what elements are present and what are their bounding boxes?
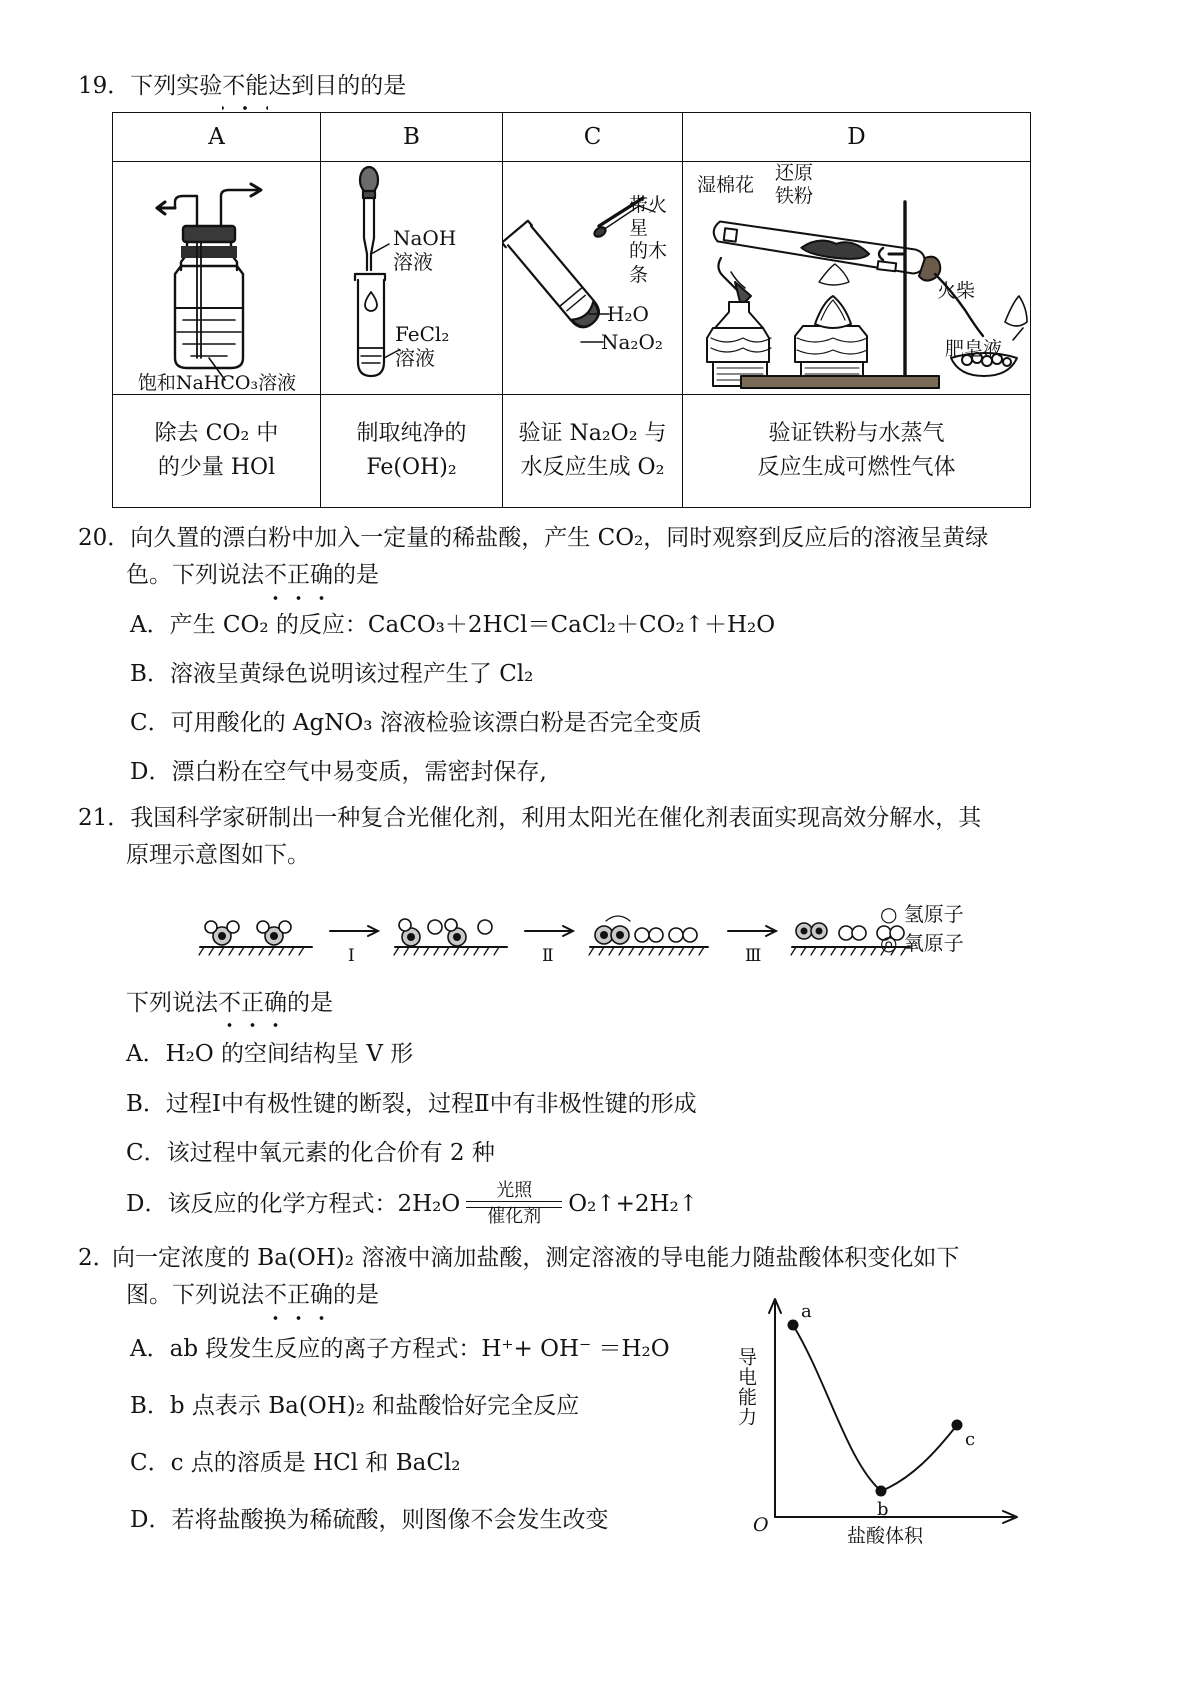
q20-option-c: C．可用酸化的 AgNO₃ 溶液检验该漂白粉是否完全变质 <box>130 710 702 736</box>
q20-stem-line2 <box>126 557 1098 594</box>
q22-stem-line1 <box>78 1240 1108 1277</box>
label-fecl2: FeCl₂ <box>395 322 450 346</box>
q21-option-d-suffix: O₂↑+2H₂↑ <box>568 1190 699 1217</box>
label-naoh-solution <box>393 226 456 275</box>
column-header-a: A <box>113 113 321 162</box>
q22-line2-before: 图。下列说法 <box>126 1282 264 1309</box>
q21-substem-emphasis: 不正确 <box>218 985 287 1022</box>
legend-oxygen-label: 氧原子 <box>903 931 964 955</box>
figure-cell-b <box>321 162 503 395</box>
q20-option-a: A．产生 CO₂ 的反应：CaCO₃＋2HCl＝CaCl₂＋CO₂↑＋H₂O <box>130 611 776 638</box>
q21-option-d <box>126 1182 1126 1227</box>
q19-stem-after: 达到目的的是 <box>268 73 407 99</box>
q20-stem-line1 <box>78 520 1098 557</box>
q20-line2-before: 色。下列说法 <box>126 562 264 589</box>
column-header-d: D <box>683 113 1031 162</box>
svg-text:Ⅱ: Ⅱ <box>542 946 554 966</box>
conductivity-graph <box>735 1285 1035 1545</box>
condition-below: 催化剂 <box>487 1205 542 1227</box>
legend-hydrogen-label: 氢原子 <box>903 902 964 926</box>
q19-stem-emphasis: 不能 <box>222 68 268 105</box>
label-h2o: H₂O <box>607 302 649 326</box>
point-label-a: a <box>801 1301 812 1322</box>
q22-line2-after: 的是 <box>333 1282 379 1309</box>
q21-stem-line1 <box>78 800 1108 837</box>
q22-line2-emphasis: 不正确 <box>264 1277 333 1314</box>
q22-option-c: C．c 点的溶质是 HCl 和 BaCl₂ <box>130 1450 461 1476</box>
x-axis-label: 盐酸体积 <box>847 1525 924 1547</box>
q21-option-b: B．过程Ⅰ中有极性键的断裂，过程Ⅱ中有非极性键的形成 <box>126 1090 697 1117</box>
table-figure-row <box>113 162 1031 395</box>
caption-d-line1: 验证铁粉与水蒸气 <box>768 420 945 446</box>
question-21 <box>78 800 1108 875</box>
q21-substem-before: 下列说法 <box>126 990 218 1016</box>
q22-stem-text: 向一定浓度的 Ba(OH)₂ 溶液中滴加盐酸，测定溶液的导电能力随盐酸体积变化如下 <box>112 1245 960 1271</box>
mechanism-legend <box>880 900 964 958</box>
q22-option-a: A．ab 段发生反应的离子方程式：H⁺+ OH⁻ ＝H₂O <box>130 1335 670 1362</box>
question-20-number: 20． <box>78 525 131 551</box>
question-22-number: 2． <box>78 1245 116 1271</box>
legend-hydrogen-symbol: ○ <box>880 902 898 926</box>
label-soap-solution: 肥皂液 <box>945 338 1003 360</box>
q22-option-b: B．b 点表示 Ba(OH)₂ 和盐酸恰好完全反应 <box>130 1392 580 1419</box>
q21-options <box>126 985 1126 1227</box>
point-label-b: b <box>877 1499 889 1520</box>
caption-a-line1: 除去 CO₂ 中 <box>154 420 279 446</box>
q20-stem-text: 向久置的漂白粉中加入一定量的稀盐酸，产生 CO₂，同时观察到反应后的溶液呈黄绿 <box>130 525 989 551</box>
label-fecl2-solution <box>395 322 449 371</box>
label-wet-cotton: 湿棉花 <box>697 174 755 196</box>
q22-option-d: D．若将盐酸换为稀硫酸，则图像不会发生改变 <box>130 1507 609 1534</box>
figure-cell-d <box>683 162 1031 395</box>
caption-cell-b <box>321 395 503 508</box>
legend-item-oxygen <box>880 929 964 958</box>
point-label-c: c <box>965 1429 976 1450</box>
q21-option-a: A．H₂O 的空间结构呈 V 形 <box>126 1041 414 1068</box>
caption-c-line2: 水反应生成 O₂ <box>520 455 665 480</box>
label-iron-2: 铁粉 <box>775 184 814 207</box>
figure-cell-c <box>503 162 683 395</box>
table-caption-row <box>113 395 1031 508</box>
table-header-row <box>113 113 1031 162</box>
label-naoh-rongye: 溶液 <box>393 250 433 275</box>
question-21-number: 21． <box>78 805 131 831</box>
q19-stem-before: 下列实验 <box>130 73 223 99</box>
svg-text:Ⅲ: Ⅲ <box>745 946 762 966</box>
legend-oxygen-symbol: ◎ <box>880 931 898 955</box>
experiment-table <box>112 112 1031 508</box>
label-splint-2: 的木条 <box>629 240 668 286</box>
q21-substem-after: 的是 <box>287 990 333 1016</box>
column-header-c: C <box>503 113 683 162</box>
caption-c-line1: 验证 Na₂O₂ 与 <box>518 420 667 446</box>
y-axis-label: 导电能力 <box>735 1347 757 1427</box>
question-19-number: 19． <box>78 73 131 99</box>
caption-b-line1: 制取纯净的 <box>356 420 467 446</box>
reaction-condition-arrow <box>466 1182 562 1227</box>
q21-option-d-prefix: D．该反应的化学方程式：2H₂O <box>126 1190 461 1217</box>
q20-line2-emphasis: 不正确 <box>264 557 333 594</box>
q20-option-d: D．漂白粉在空气中易变质，需密封保存, <box>130 759 547 786</box>
q21-stem-line2: 原理示意图如下。 <box>126 842 310 869</box>
caption-a-line2: 的少量 HOl <box>157 455 276 480</box>
q20-line2-after: 的是 <box>333 562 379 589</box>
label-fecl2-rongye: 溶液 <box>395 346 435 371</box>
label-splint-1: 带火星 <box>629 194 668 240</box>
condition-above: 光照 <box>496 1180 533 1201</box>
label-iron-1: 还原 <box>775 162 814 184</box>
label-reduced-iron <box>775 162 813 208</box>
question-20 <box>78 520 1098 792</box>
apparatus-iron-steam <box>683 162 1030 394</box>
caption-cell-d <box>683 395 1031 508</box>
q21-substem <box>126 985 1126 1022</box>
q20-option-b: B．溶液呈黄绿色说明该过程产生了 Cl₂ <box>130 660 534 687</box>
apparatus-dropper-testtube <box>321 162 502 394</box>
label-glowing-splint <box>629 194 682 287</box>
caption-b-line2: Fe(OH)₂ <box>366 455 457 480</box>
label-na2o2: Na₂O₂ <box>601 330 663 354</box>
label-match: 火柴 <box>937 280 976 302</box>
caption-d-line2: 反应生成可燃性气体 <box>757 455 956 480</box>
legend-item-hydrogen <box>880 900 964 929</box>
svg-text:Ⅰ: Ⅰ <box>348 946 355 966</box>
q21-stem-text: 我国科学家研制出一种复合光催化剂，利用太阳光在催化剂表面实现高效分解水，其 <box>130 805 982 831</box>
column-header-b: B <box>321 113 503 162</box>
apparatus-na2o2-water <box>503 162 682 394</box>
label-naoh: NaOH <box>393 226 457 250</box>
q21-option-c: C．该过程中氧元素的化合价有 2 种 <box>126 1139 495 1166</box>
caption-cell-a <box>113 395 321 508</box>
figure-cell-a <box>113 162 321 395</box>
question-19-stem <box>78 68 406 105</box>
origin-label: O <box>753 1514 769 1536</box>
label-saturated-nahco3: 饱和NaHCO₃溶液 <box>137 372 297 394</box>
apparatus-gas-washing-bottle <box>113 162 320 394</box>
caption-cell-c <box>503 395 683 508</box>
